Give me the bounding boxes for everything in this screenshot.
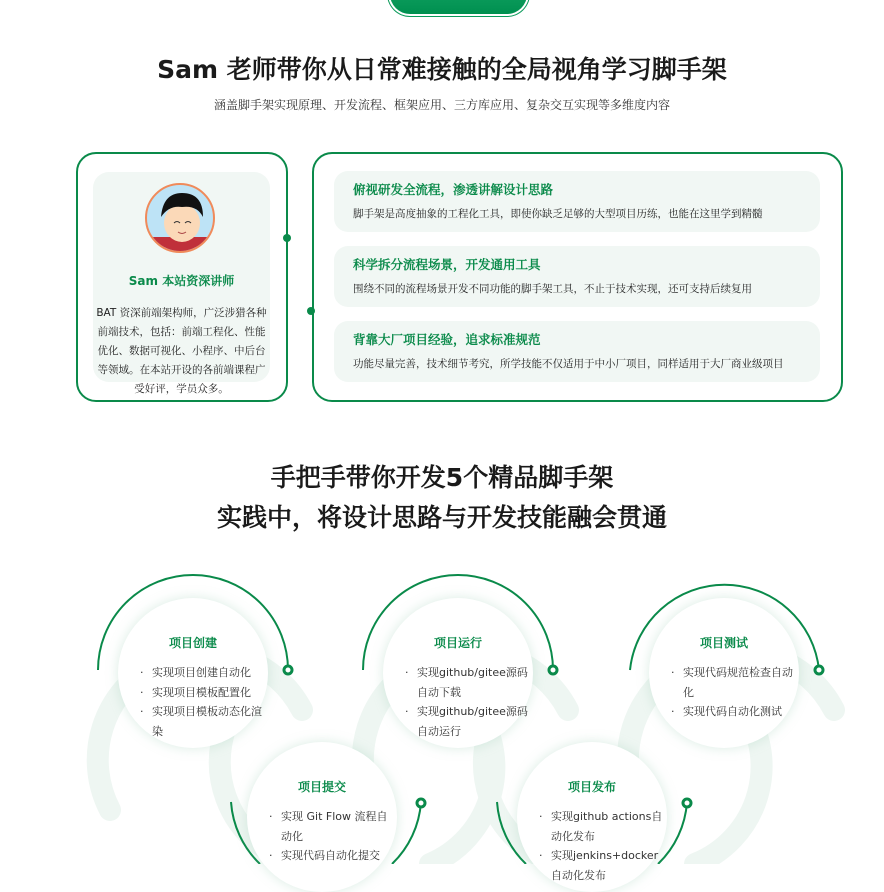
section-title-line1: 手把手带你开发5个精品脚手架 <box>270 463 614 492</box>
teacher-desc: BAT 资深前端架构师，广泛涉猎各种前端技术，包括：前端工程化、性能优化、数据可视化、小程序、中后台等领域。在本站开设的各前端课程广受好评，学员众多。 <box>96 307 267 395</box>
project-card <box>649 598 799 748</box>
section-title-line2: 实践中，将设计思路与开发技能融会贯通 <box>216 503 667 532</box>
project-item: · 实现代码自动化测试 <box>671 702 799 722</box>
project-title: 项目发布 <box>567 780 616 794</box>
teacher-name: Sam 本站资深讲师 <box>128 274 235 288</box>
project-card <box>247 742 397 892</box>
feature-title: 俯视研发全流程，渗透讲解设计思路 <box>353 182 554 197</box>
project-item: · 实现项目模板配置化 <box>140 683 268 703</box>
page-title: Sam 老师带你从日常难接触的全局视角学习脚手架 <box>157 55 727 84</box>
project-item: · 实现 Git Flow 流程自动化 <box>269 807 397 846</box>
project-item: · 实现代码自动化提交 <box>269 846 397 866</box>
feature-desc: 围绕不同的流程场景开发不同功能的脚手架工具，不止于技术实现，还可支持后续复用 <box>353 283 752 295</box>
project-item: · 实现项目模板动态化渲染 <box>140 702 268 741</box>
project-item: · 实现项目创建自动化 <box>140 663 268 683</box>
project-title: 项目测试 <box>699 636 748 650</box>
project-title: 项目提交 <box>297 780 346 794</box>
project-card <box>118 598 268 748</box>
project-item: · 实现jenkins+docker自动化发布 <box>539 846 667 885</box>
project-item: · 实现代码规范检查自动化 <box>671 663 799 702</box>
project-item: · 实现github/gitee源码自动下载 <box>405 663 533 702</box>
page-subtitle: 涵盖脚手架实现原理、开发流程、框架应用、三方库应用、复杂交互实现等多维度内容 <box>213 98 670 112</box>
feature-title: 科学拆分流程场景，开发通用工具 <box>353 257 541 272</box>
feature-title: 背靠大厂项目经验，追求标准规范 <box>353 332 541 347</box>
feature-desc: 功能尽量完善，技术细节考究，所学技能不仅适用于中小厂项目，同样适用于大厂商业级项目 <box>353 358 784 370</box>
project-title: 项目运行 <box>433 636 482 650</box>
project-item: · 实现github actions自动化发布 <box>539 807 667 846</box>
project-item: · 实现github/gitee源码自动运行 <box>405 702 533 741</box>
feature-desc: 脚手架是高度抽象的工程化工具，即使你缺乏足够的大型项目历练，也能在这里学到精髓 <box>353 208 763 220</box>
project-card <box>383 598 533 748</box>
project-card <box>517 742 667 892</box>
project-title: 项目创建 <box>168 636 217 650</box>
